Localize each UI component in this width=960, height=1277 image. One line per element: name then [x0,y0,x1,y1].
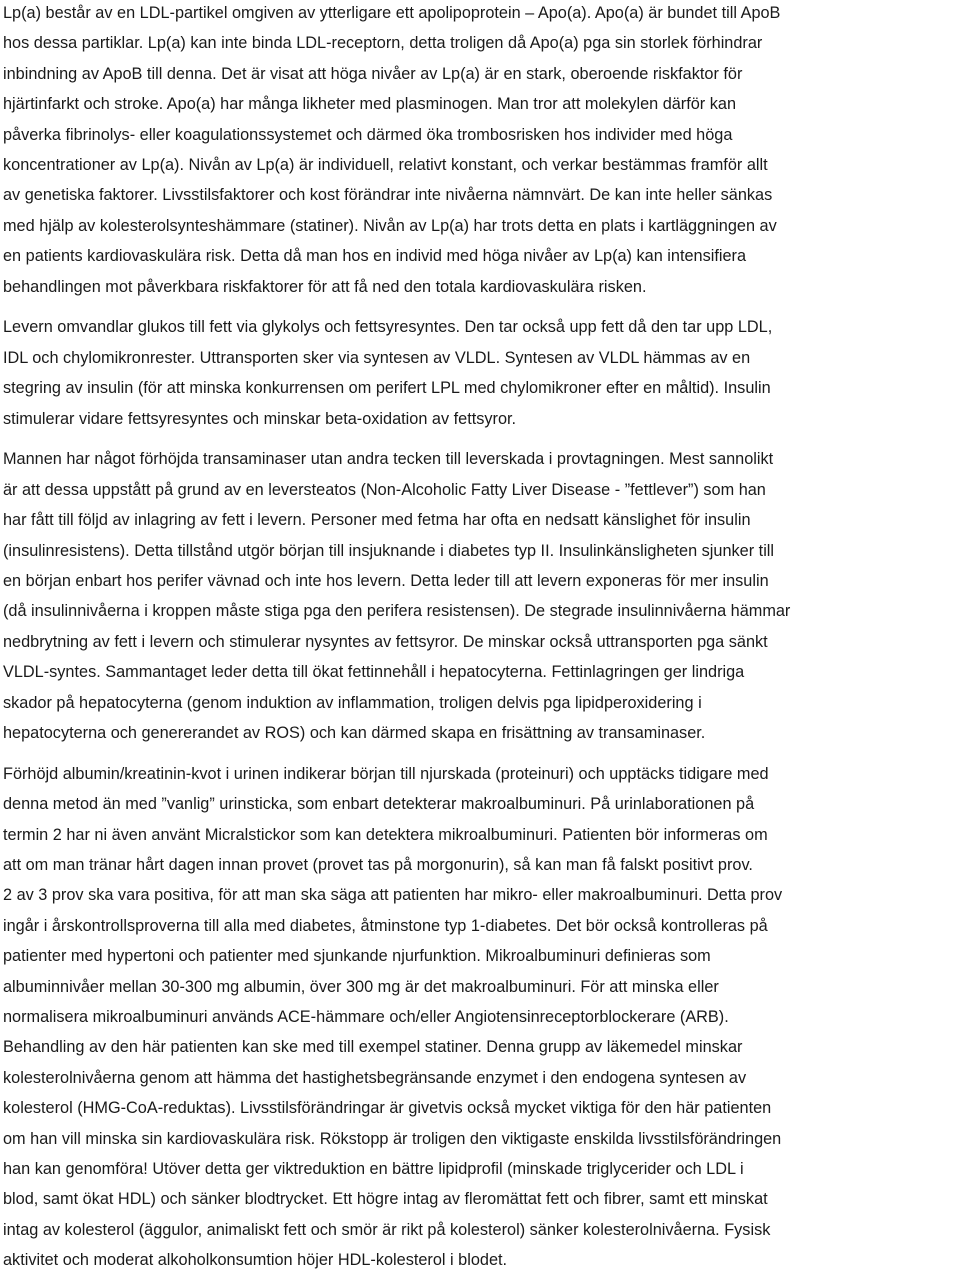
paragraph-gap [3,302,958,313]
text-line: 2 av 3 prov ska vara positiva, för att man ska säga att patienten har mikro- eller makroalbuminuri. Detta prov [3,886,783,905]
text-line: Levern omvandlar glukos till fett via glykolys och fettsyresyntes. Den tar också upp fett då den tar upp LDL, [3,318,773,337]
text-line: (insulinresistens). Detta tillstånd utgör början till insjuknande i diabetes typ II. Insulinkänsligheten sjunker till [3,541,775,560]
text-line: albuminnivåer mellan 30-300 mg albumin, över 300 mg är det makroalbuminuri. För att minska eller [3,977,719,996]
text-line: koncentrationer av Lp(a). Nivån av Lp(a) är individuell, relativt konstant, och verkar bestämmas framför allt [3,155,768,174]
text-line: om han vill minska sin kardiovaskulära risk. Rökstopp är troligen den viktigaste enskilda livsstilsförändringen [3,1129,782,1148]
paragraph-albumin [3,759,958,1276]
text-line: en patients kardiovaskulära risk. Detta då man hos en individ med höga nivåer av Lp(a) kan intensifiera [3,247,747,266]
text-line: inbindning av ApoB till denna. Det är visat att höga nivåer av Lp(a) är en stark, oberoende riskfaktor för [3,64,743,83]
text-line: kolesterol (HMG-CoA-reduktas). Livsstilsförändringar är givetvis också mycket viktiga för den här patienten [3,1099,772,1118]
text-line: intag av kolesterol (äggulor, animaliskt fett och smör är rikt på kolesterol) sänker kolesterolnivåerna. Fysisk [3,1220,771,1239]
text-line: denna metod än med ”vanlig” urinsticka, som enbart detekterar makroalbuminuri. På urinlaborationen på [3,795,755,814]
text-line: Behandling av den här patienten kan ske med till exempel statiner. Denna grupp av läkemedel minskar [3,1038,743,1057]
text-line: han kan genomföra! Utöver detta ger viktreduktion en bättre lipidprofil (minskade triglycerider och LDL i [3,1159,744,1178]
text-line: Lp(a) består av en LDL-partikel omgiven av ytterligare ett apolipoprotein – Apo(a). Apo(a) är bundet till ApoB [3,4,781,22]
paragraph-lpa [3,0,958,302]
text-line: påverka fibrinolys- eller koagulationssystemet och därmed öka trombosrisken hos individer med höga [3,125,733,144]
paragraph-gap [3,748,958,759]
text-line: stegring av insulin (för att minska konkurrensen om perifert LPL med chylomikroner efter en måltid). Insulin [3,379,771,398]
text-line: hos dessa partiklar. Lp(a) kan inte binda LDL-receptorn, detta troligen då Apo(a) pga sin storlek förhindrar [3,34,763,53]
text-line: med hjälp av kolesterolsynteshämmare (statiner). Nivån av Lp(a) har trots detta en plats i kartläggningen av [3,216,777,235]
text-line: nedbrytning av fett i levern och stimulerar nysyntes av fettsyror. De minskar också uttransporten pga sänkt [3,632,768,651]
text-line: behandlingen mot påverkbara riskfaktorer för att få ned den totala kardiovaskulära risken. [3,277,647,296]
text-line: en början enbart hos perifer vävnad och inte hos levern. Detta leder till att levern exponeras för mer insulin [3,572,769,591]
text-line: av genetiska faktorer. Livsstilsfaktorer och kost förändrar inte nivåerna nämnvärt. De kan inte heller sänkas [3,186,773,205]
text-line: patienter med hypertoni och patienter med sjunkande njurfunktion. Mikroalbuminuri definieras som [3,947,711,966]
text-line: ingår i årskontrollsproverna till alla med diabetes, åtminstone typ 1-diabetes. Det bör också kontrolleras på [3,916,768,935]
text-line: att om man tränar hårt dagen innan provet (provet tas på morgonurin), så kan man få falskt positivt prov. [3,856,753,875]
text-line: skador på hepatocyterna (genom induktion av inflammation, troligen delvis pga lipidperoxidering i [3,693,702,712]
paragraph-gap [3,434,958,445]
document-page [3,0,958,1276]
text-line: har fått till följd av inlagring av fett i levern. Personer med fetma har ofta en nedsatt känslighet för insulin [3,511,751,530]
text-line: hjärtinfarkt och stroke. Apo(a) har många likheter med plasminogen. Man tror att molekylen därför kan [3,95,737,114]
paragraph-liver-metabolism [3,312,958,434]
text-line: är att dessa uppstått på grund av en leversteatos (Non-Alcoholic Fatty Liver Disease - ”fettlever”) som han [3,480,766,499]
text-line: kolesterolnivåerna genom att hämma det hastighetsbegränsande enzymet i den endogena syntesen av [3,1068,747,1087]
text-line: stimulerar vidare fettsyresyntes och minskar beta-oxidation av fettsyror. [3,409,517,428]
text-line: VLDL-syntes. Sammantaget leder detta till ökat fettinnehåll i hepatocyterna. Fettinlagringen ger lindriga [3,663,745,682]
text-line: Mannen har något förhöjda transaminaser utan andra tecken till leverskada i provtagningen. Mest sannolikt [3,450,774,469]
text-line: (då insulinnivåerna i kroppen måste stiga pga den perifera resistensen). De stegrade insulinnivåerna hämmar [3,602,791,621]
text-line: Förhöjd albumin/kreatinin-kvot i urinen indikerar början till njurskada (proteinuri) och upptäcks tidigare med [3,764,769,783]
text-line: IDL och chylomikronrester. Uttransporten sker via syntesen av VLDL. Syntesen av VLDL hämmas av en [3,348,751,367]
text-line: termin 2 har ni även använt Micralstickor som kan detektera mikroalbuminuri. Patienten bör informeras om [3,825,768,844]
text-line: aktivitet och moderat alkoholkonsumtion höjer HDL-kolesterol i blodet. [3,1251,508,1270]
text-line: hepatocyterna och genererandet av ROS) och kan därmed skapa en frisättning av transaminaser. [3,723,706,742]
text-line: blod, samt ökat HDL) och sänker blodtrycket. Ett högre intag av fleromättat fett och fibrer, samt ett minskat [3,1190,768,1209]
paragraph-transaminases [3,444,958,748]
text-line: normalisera mikroalbuminuri används ACE-hämmare och/eller Angiotensinreceptorblockerare (ARB). [3,1008,729,1026]
